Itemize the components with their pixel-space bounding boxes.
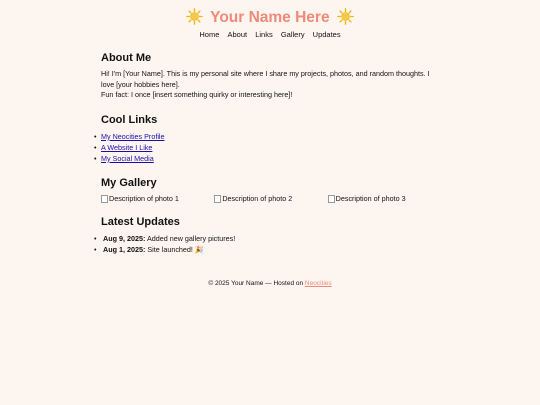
site-title — [0, 8, 540, 27]
about-section — [101, 52, 441, 101]
sun-icon — [337, 8, 354, 25]
photo-alt-text: Description of photo 3 — [335, 193, 406, 203]
main-content — [101, 52, 441, 268]
gallery-section — [101, 177, 441, 204]
broken-image-icon — [328, 195, 335, 203]
list-item — [101, 233, 441, 244]
fun-fact-text: Fun fact: I once [insert something quirky or interesting here]! — [101, 90, 293, 99]
gallery-photo-2[interactable] — [214, 194, 327, 204]
links-heading: Cool Links — [101, 113, 158, 126]
update-text: Added new gallery pictures! — [146, 233, 236, 243]
links-list — [101, 131, 441, 164]
nav-gallery[interactable]: Gallery — [280, 30, 305, 39]
list-item — [101, 244, 441, 255]
updates-heading: Latest Updates — [101, 215, 180, 228]
updates-list — [101, 233, 441, 255]
footer-neocities-link[interactable]: Neocities — [304, 280, 332, 287]
about-heading: About Me — [101, 52, 152, 64]
nav-about[interactable]: About — [227, 30, 248, 39]
footer-text: © 2025 Your Name — Hosted on — [208, 280, 304, 287]
update-date: Aug 9, 2025: — [103, 233, 146, 243]
about-text: Hi! I'm [Your Name]. This is my personal site where I share my projects, photos, and random thoughts. I love [your hobbies here]. — [101, 69, 430, 89]
links-section — [101, 114, 441, 164]
gallery-heading: My Gallery — [101, 176, 157, 189]
photo-alt-text: Description of photo 1 — [109, 193, 179, 203]
list-item — [101, 131, 441, 142]
update-date: Aug 1, 2025: — [103, 244, 146, 254]
nav-links[interactable]: Links — [255, 30, 273, 39]
gallery-photo-3[interactable] — [328, 194, 441, 204]
photo-alt-text: Description of photo 2 — [222, 193, 293, 203]
main-nav — [0, 30, 540, 40]
list-item — [101, 142, 441, 153]
updates-section — [101, 216, 441, 255]
sun-icon — [186, 8, 203, 25]
list-item — [101, 153, 441, 164]
broken-image-icon — [214, 195, 221, 203]
gallery-grid — [101, 194, 441, 204]
broken-image-icon — [101, 195, 108, 203]
link-neocities-profile[interactable]: My Neocities Profile — [101, 131, 165, 141]
link-social-media[interactable]: My Social Media — [101, 153, 154, 163]
site-title-text: Your Name Here — [210, 9, 330, 26]
gallery-photo-1[interactable] — [101, 194, 214, 204]
site-header — [0, 0, 540, 40]
nav-home[interactable]: Home — [199, 30, 220, 39]
site-footer — [0, 279, 540, 288]
nav-updates[interactable]: Updates — [312, 30, 341, 39]
link-website-i-like[interactable]: A Website I Like — [101, 142, 153, 152]
update-text: Site launched! 🎉 — [147, 244, 204, 254]
